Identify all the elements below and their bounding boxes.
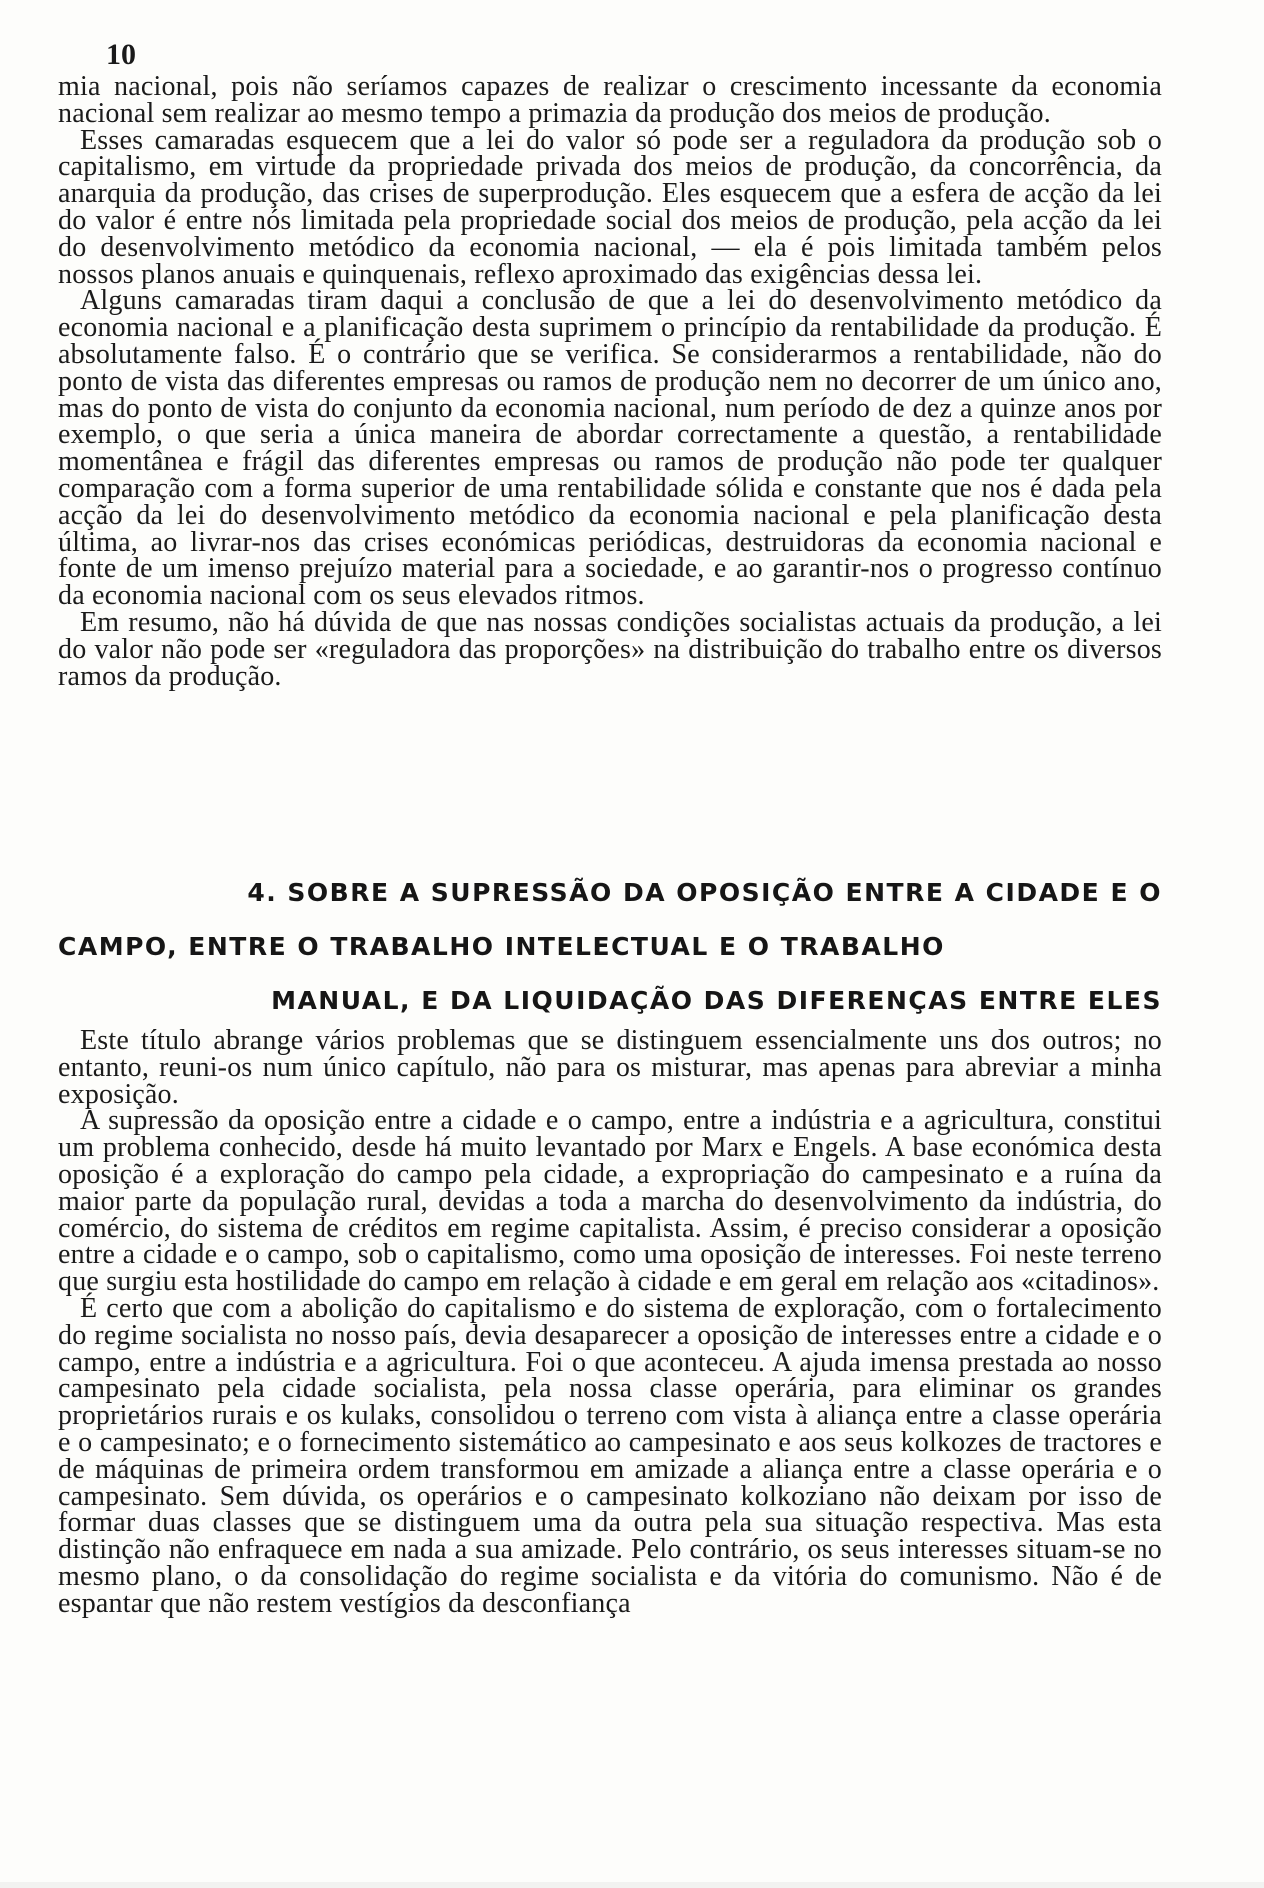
paragraph-abolition-capitalism: É certo que com a abolição do capitalismo e do sistema de exploração, com o fortalecimento do regime socialista no nosso país, devia desaparecer a oposição de interesses entre a cidade e o campo, entre a indústria e a agricultura. Foi o que aconteceu. A ajuda imensa prestada ao nosso campesinato pela cidade socialista, pela nossa classe operária, para eliminar os grandes proprietários rurais e os kulaks, consolidou o terreno com vista à aliança entre a classe operária e o campesinato; e o fornecimento sistemático ao campesinato e aos seus kolkozes de tractores e de máquinas de primeira ordem transformou em amizade a aliança entre a classe operária e o campesinato. Sem dúvida, os operários e o campesinato kolkoziano não deixam por isso de formar duas classes que se distinguem uma da outra pela sua situação respectiva. Mas esta distinção não enfraquece em nada a sua amizade. Pelo contrário, os seus interesses situam-se no mesmo plano, o da consolidação do regime socialista e da vitória do comunismo. Não é de espantar que não restem vestígios da desconfiança xyxy=(58,1292,1162,1619)
section-heading-line-2: CAMPO, ENTRE O TRABALHO INTELECTUAL E O TRABALHO xyxy=(58,932,945,961)
paragraph-summary: Em resumo, não há dúvida de que nas nossas condições socialistas actuais da produção, a lei do valor não pode ser «reguladora das proporções» na distribuição do trabalho entre os diversos ramos da produção. xyxy=(58,606,1162,692)
body-text-upper xyxy=(58,71,1162,692)
section-heading-line-1: 4. SOBRE A SUPRESSÃO DA OPOSIÇÃO ENTRE A CIDADE E O xyxy=(247,878,1162,907)
paragraph-continuation: mia nacional, pois não seríamos capazes de realizar o crescimento incessante da economia nacional sem realizar ao mesmo tempo a primazia da produção dos meios de produção. xyxy=(58,71,1162,129)
page-number: 10 xyxy=(106,38,136,71)
body-text-lower xyxy=(58,1025,1162,1619)
paragraph-rentability: Alguns camaradas tiram daqui a conclusão de que a lei do desenvolvimento metódico da economia nacional e a planificação desta suprimem o princípio da rentabilidade da produção. É absolutamente falso. É o contrário que se verifica. Se considerarmos a rentabilidade, não do ponto de vista das diferentes empresas ou ramos de produção nem no decorrer de um único ano, mas do ponto de vista do conjunto da economia nacional, num período de dez a quinze anos por exemplo, o que seria a única maneira de abordar correctamente a questão, a rentabilidade momentânea e frágil das diferentes empresas ou ramos de produção não pode ter qualquer comparação com a forma superior de uma rentabilidade sólida e constante que nos é dada pela acção da lei do desenvolvimento metódico da economia nacional e pela planificação desta última, ao livrar-nos das crises económicas periódicas, destruidoras da economia nacional e fonte de um imenso prejuízo material para a sociedade, e ao garantir-nos o progresso contínuo da economia nacional com os seus elevados ritmos. xyxy=(58,285,1162,612)
paragraph-title-scope: Este título abrange vários problemas que se distinguem essencialmente uns dos outros; no entanto, reuni-os num único capítulo, não para os misturar, mas apenas para abreviar a minha exposição. xyxy=(58,1025,1162,1110)
paragraph-city-country-opposition: A supressão da oposição entre a cidade e o campo, entre a indústria e a agricultura, constitui um problema conhecido, desde há muito levantado por Marx e Engels. A base económica desta oposição é a exploração do campo pela cidade, a expropriação do campesinato e a ruína da maior parte da população rural, devidas a toda a marcha do desenvolvimento da indústria, do comércio, do sistema de créditos em regime capitalista. Assim, é preciso considerar a oposição entre a cidade e o campo, sob o capitalismo, como uma oposição de interesses. Foi neste terreno que surgiu esta hostilidade do campo em relação à cidade e em geral em relação aos «citadinos». xyxy=(58,1105,1162,1298)
scan-bottom-edge xyxy=(0,1882,1264,1888)
paragraph-law-of-value: Esses camaradas esquecem que a lei do valor só pode ser a reguladora da produção sob o capitalismo, em virtude da propriedade privada dos meios de produção, da concorrência, da anarquia da produção, das crises de superprodução. Eles esquecem que a esfera de acção da lei do valor é entre nós limitada pela propriedade social dos meios de produção, pela acção da lei do desenvolvimento metódico da economia nacional, — ela é pois limitada também pelos nossos planos anuais e quinquenais, reflexo aproximado das exigências dessa lei. xyxy=(58,124,1162,290)
section-heading-line-3: MANUAL, E DA LIQUIDAÇÃO DAS DIFERENÇAS ENTRE ELES xyxy=(271,986,1162,1015)
